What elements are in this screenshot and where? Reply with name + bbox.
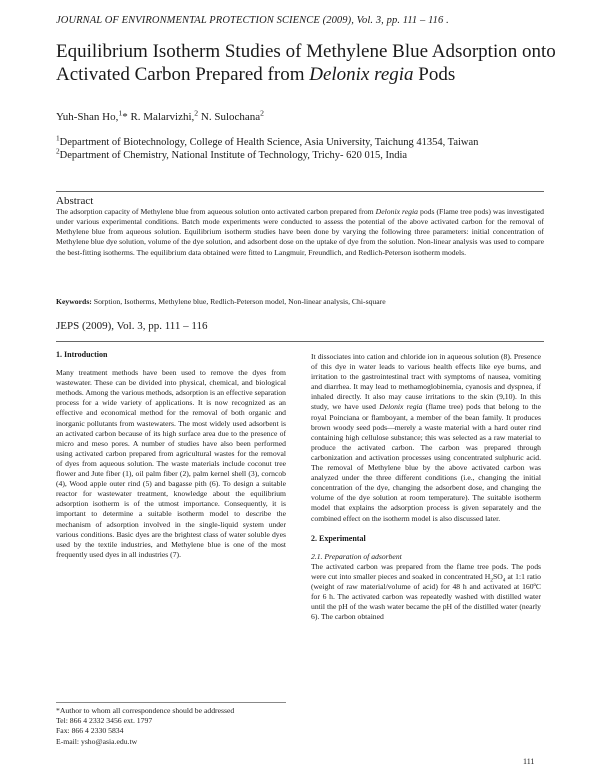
prep-text-1: The activated carbon was prepared from the flame tree pods. The pods were cut into smaller pieces and soaked in concentrated H bbox=[311, 561, 541, 581]
right-text-2: (flame tree) pods that belong to the royal Poinciana or flamboyant, a member of the bean family. It produces brown woody seed pods—merely a waste material with a hard outer rind containing high cellulose substance; this was selected as a raw material to produce the activated carbon. The carbon was prepared through carbonization and activation processes using concentrated sulphuric acid. The removal of Methylene blue by the above activated carbon was analyzed under the three different conditions (i.e., changing the initial concentration of the dye, changing the adsorbent dose, and changing the volume of the dye solution at room temperature). The suitable isotherm model that explains the adsorption process is given separately and the combined effect on the isotherm model is also discussed later. bbox=[311, 402, 541, 523]
right-text-1: It dissociates into cation and chloride ion in aqueous solution (8). Presence of this dye in water leads to various health effects like eye burns, and irritation to the gastrointestinal tract with symptoms of nausea, vomiting and diarrhea. It may lead to methamoglobinemia, cyanosis and dyspnea, if inhaled directly. It also may cause irritations to the skin (9,10). In this study, we have used bbox=[311, 352, 541, 412]
abstract-text-2: pods (Flame tree pods) was investigated under various experimental conditions. Batch mode experiments were conducted to assess the potential of the above activated carbon for the removal of Methylene blue from aqueous solution. Equilibrium isotherm studies have been done by varying the following three parameters: initial concentration of Methylene blue dye solution, volume of the dye solution, and adsorbent dose on the uptake of dye from the solution. Non-linear analysis was used to compare the best-fitting isotherms. The equilibrium data obtained were fitted to Langmuir, Freundlich, and Redlich-Peterson isotherm models. bbox=[56, 207, 545, 257]
body-top-rule bbox=[56, 341, 544, 342]
author-list bbox=[56, 108, 264, 123]
intro-heading: 1. Introduction bbox=[56, 350, 108, 359]
paper-title bbox=[56, 40, 556, 86]
intro-paragraph: Many treatment methods have been used to remove the dyes from wastewater. These can be divided into physical, chemical, and biological methods. Among the various methods, adsorption is an effective separation process for a wide variety of applications. It is now recognized as an effective and economical method for the removal of both organic and inorganic pollutants from wastewaters. The most widely used adsorbent is an activated carbon because of its high surface area due to the presence of micro and meso pores. A number of studies have also been performed using activated carbon prepared from agricultural wastes for the removal of dyes from aqueous solution. The waste materials include coconut tree flower and Jute fiber (1), oil palm fiber (2), palm kernel shell (3), corncob (4), Wood apple outer rind (5) and bagasse pith (6). To design a suitable reactor for wastewater treatment, knowledge about the equilibrium adsorption isotherm is of the utmost importance. Consequently, it is important to determine a suitable isotherm model to describe the mechanism of adsorption involved in the single-liquid system under various conditions. Basic dyes are the brightest class of water soluble dyes used by the textile industries, and Methylene blue is one of the most frequently used dyes in all industries (7). bbox=[56, 368, 286, 559]
right-species: Delonix regia bbox=[379, 402, 423, 412]
affiliations bbox=[56, 133, 576, 162]
title-line-2-start: Activated Carbon Prepared from bbox=[56, 64, 310, 85]
prep-sub-1: 2 bbox=[490, 577, 493, 584]
abstract-top-rule bbox=[56, 191, 544, 192]
intro-continued-paragraph bbox=[311, 352, 541, 524]
footnote-line-3: Fax: 866 4 2330 5834 bbox=[56, 726, 124, 736]
footnote-line-2: Tel: 866 4 2332 3456 ext. 1797 bbox=[56, 716, 153, 726]
preparation-paragraph bbox=[311, 562, 541, 623]
correspondence-footnote bbox=[56, 706, 286, 747]
abstract-body bbox=[56, 207, 544, 258]
author-3: N. Sulochana bbox=[198, 111, 261, 123]
affiliation-2 bbox=[56, 146, 576, 163]
keywords-label: Keywords: bbox=[56, 297, 92, 306]
title-line-2-end: Pods bbox=[413, 64, 456, 85]
affiliation-1-text: Department of Biotechnology, College of Health Science, Asia University, Taichung 41354, Taiwan bbox=[59, 137, 479, 148]
author-2: * R. Malarvizhi, bbox=[122, 111, 195, 123]
abstract-species: Delonix regia bbox=[375, 207, 418, 216]
keywords-text: Sorption, Isotherms, Methylene blue, Redlich-Peterson model, Non-linear analysis, Chi-square bbox=[91, 297, 386, 306]
abstract-heading: Abstract bbox=[56, 195, 94, 207]
left-column bbox=[56, 350, 286, 560]
footnote-rule bbox=[56, 702, 286, 703]
title-species: Delonix regia bbox=[309, 64, 414, 85]
footnote-line-4: E-mail: ysho@asia.edu.tw bbox=[56, 736, 138, 746]
page-number: 111 bbox=[523, 757, 535, 766]
affiliation-2-text: Department of Chemistry, National Institute of Technology, Trichy- 620 015, India bbox=[59, 149, 408, 161]
prep-sub-2: 4 bbox=[502, 577, 506, 584]
author-2-affil: 2 bbox=[194, 108, 199, 118]
affiliation-1 bbox=[56, 133, 576, 150]
right-column bbox=[311, 352, 541, 622]
title-line-1: Equilibrium Isotherm Studies of Methylene Blue Adsorption onto bbox=[56, 41, 556, 62]
author-3-affil: 2 bbox=[260, 108, 264, 118]
preparation-subheading: 2.1. Preparation of adsorbent bbox=[311, 551, 402, 561]
jeps-citation: JEPS (2009), Vol. 3, pp. 111 – 116 bbox=[56, 320, 208, 332]
affiliation-2-number: 2 bbox=[56, 146, 60, 155]
title-line-2 bbox=[56, 63, 556, 86]
footnote-line-1: *Author to whom all correspondence should be addressed bbox=[56, 706, 235, 715]
author-1: Yuh-Shan Ho, bbox=[56, 111, 119, 123]
journal-header: JOURNAL OF ENVIRONMENTAL PROTECTION SCIENCE (2009), Vol. 3, pp. 111 – 116 . bbox=[56, 15, 449, 26]
author-1-affil: 1 bbox=[118, 108, 123, 118]
affiliation-1-number: 1 bbox=[56, 133, 60, 143]
abstract-text-1: The adsorption capacity of Methylene blue from aqueous solution onto activated carbon prepared from bbox=[56, 207, 376, 216]
prep-text-2: SO bbox=[492, 571, 503, 581]
prep-text-3: at 1:1 ratio (weight of raw material/volume of acid) for 48 h and activated at 160ºC for 6 h. The activated carbon was repeatedly washed with distilled water until the pH of the wash water became the pH of the distilled water (nearly 6). The carbon obtained bbox=[311, 571, 542, 622]
experimental-heading: 2. Experimental bbox=[311, 533, 366, 543]
keywords bbox=[56, 297, 544, 306]
